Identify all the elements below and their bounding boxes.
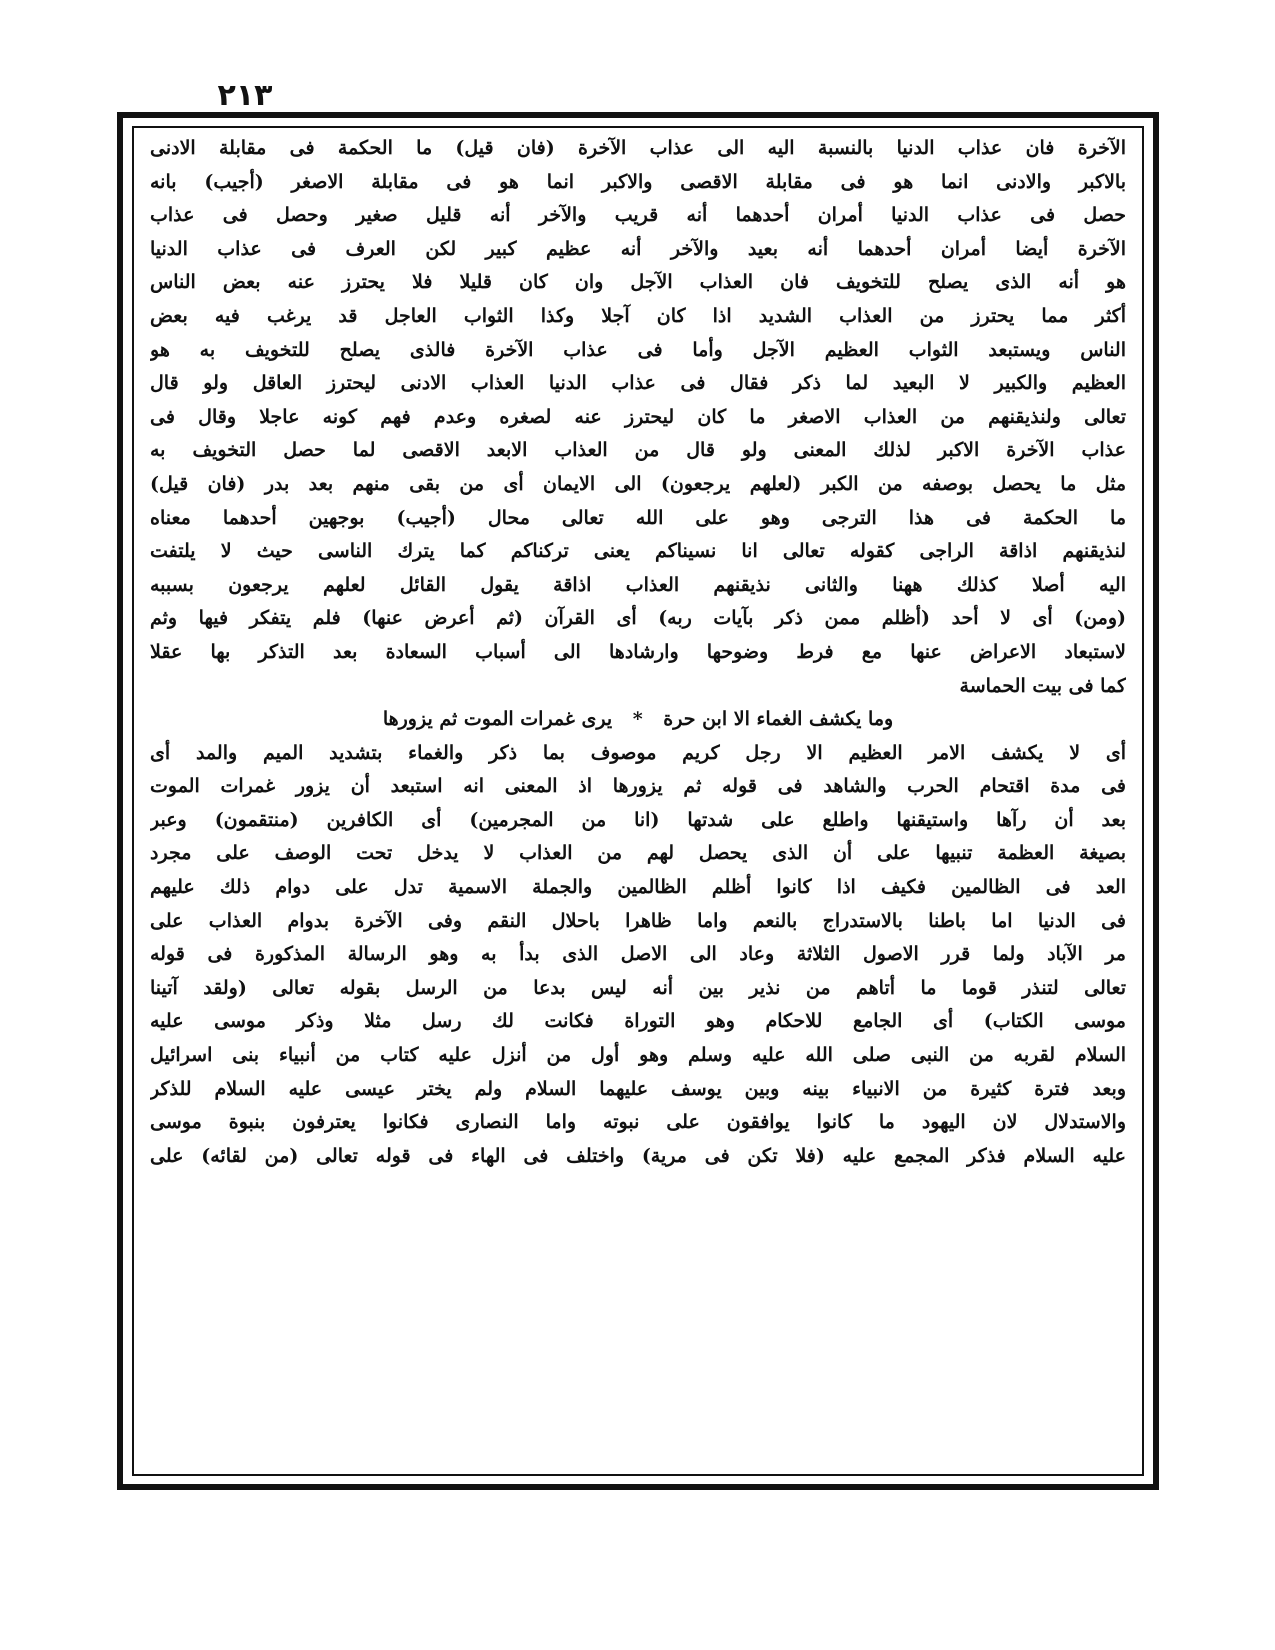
- text-line: عذاب الآخرة الاكبر لذلك المعنى ولو قال من العذاب الابعد الاقصى لما حصل التخويف به: [150, 439, 1126, 462]
- verse-first-hemistich: وما يكشف الغماء الا ابن حرة: [663, 708, 894, 731]
- text-line: مثل ما يحصل بوصفه من الكبر (لعلهم يرجعون) الى الايمان أى من بقى منهم بعد بدر (فان قيل): [150, 472, 1126, 495]
- text-line: ما الحكمة فى هذا الترجى وهو على الله تعالى محال (أجيب) بوجهين أحدهما معناه: [150, 506, 1126, 529]
- text-line: السلام لقربه من النبى صلى الله عليه وسلم وهو أول من أنزل عليه كتاب من أنبياء بنى اسرائيل: [150, 1044, 1126, 1067]
- text-line: لنذيقنهم اذاقة الراجى كقوله تعالى انا نسيناكم يعنى تركناكم كما يترك الناسى حيث لا يلتفت: [150, 540, 1126, 563]
- text-line: أكثر مما يحترز من العذاب الشديد اذا كان آجلا وكذا الثواب العاجل قد يرغب فيه بعض: [150, 304, 1126, 327]
- verse-second-hemistich: يرى غمرات الموت ثم يزورها: [382, 708, 613, 731]
- text-line: كما فى بيت الحماسة: [959, 674, 1126, 697]
- text-line: موسى الكتاب) أى الجامع للاحكام وهو التوراة فكانت لك رسل مثلا وذكر موسى عليه: [150, 1010, 1126, 1033]
- text-line: العد فى الظالمين فكيف اذا كانوا أظلم الظالمين والجملة الاسمية تدل على دوام ذلك عليهم: [150, 876, 1126, 899]
- text-line: لاستبعاد الاعراض عنها مع فرط وضوحها وارشادها الى أسباب السعادة بعد التذكر بها عقلا: [150, 640, 1126, 663]
- poetry-verse: [150, 703, 1126, 737]
- text-line: مر الآباد ولما قرر الاصول الثلاثة وعاد الى الاصل الذى بدأ به وهو الرسالة المذكورة فى قوله: [150, 943, 1126, 966]
- text-line: العظيم والكبير لا البعيد لما ذكر فقال فى عذاب الدنيا العذاب الادنى ليحترز العاقل ولو قال: [150, 372, 1126, 395]
- text-line: تعالى ولنذيقنهم من العذاب الاصغر ما كان ليحترز عنه لصغره وعدم فهم كونه عاجلا وقال فى: [150, 405, 1126, 428]
- text-line: فى الدنيا اما باطنا بالاستدراج بالنعم واما ظاهرا باحلال النقم وفى الآخرة بدوام العذاب على: [150, 909, 1126, 932]
- text-line: بصيغة العظمة تنبيها على أن الذى يحصل لهم من العذاب لا يدخل تحت الوصف على مجرد: [150, 842, 1126, 865]
- verse-separator: *: [632, 708, 643, 731]
- text-line: هو أنه الذى يصلح للتخويف فان العذاب الآجل وان كان قليلا فلا يحترز عنه بعض الناس: [150, 271, 1126, 294]
- text-line: وبعد فترة كثيرة من الانبياء بينه وبين يوسف عليهما السلام ولم يختر عيسى عليه السلام للذكر: [150, 1077, 1126, 1100]
- text-line: بعد أن رآها واستيقنها واطلع على شدتها (انا من المجرمين) أى الكافرين (منتقمون) وعبر: [150, 808, 1126, 831]
- text-line: تعالى لتنذر قوما ما أتاهم من نذير بين أنه ليس بدعا من الرسل بقوله تعالى (ولقد آتينا: [150, 976, 1126, 999]
- text-line: الآخرة أيضا أمران أحدهما أنه بعيد والآخر أنه عظيم كبير لكن العرف فى عذاب الدنيا: [150, 237, 1126, 260]
- text-line: أى لا يكشف الامر العظيم الا رجل كريم موصوف بما ذكر والغماء بتشديد الميم والمد أى: [150, 741, 1126, 764]
- text-line: والاستدلال لان اليهود ما كانوا يوافقون على نبوته واما النصارى فكانوا يعترفون بنبوة موسى: [150, 1111, 1126, 1134]
- page-number: ٢١٣: [217, 78, 273, 113]
- text-line: عليه السلام فذكر المجمع عليه (فلا تكن فى مرية) واختلف فى الهاء فى قوله تعالى (من لقائه) على: [150, 1144, 1126, 1167]
- text-line: اليه أصلا كذلك ههنا والثانى نذيقنهم العذاب اذاقة يقول القائل لعلهم يرجعون بسببه: [150, 573, 1126, 596]
- text-line: بالاكبر والادنى انما هو فى مقابلة الاقصى والاكبر انما هو فى مقابلة الاصغر (أجيب) بانه: [150, 170, 1126, 193]
- text-line: الناس ويستبعد الثواب العظيم الآجل وأما فى عذاب الآخرة فالذى يصلح للتخويف به هو: [150, 338, 1126, 361]
- text-line: حصل فى عذاب الدنيا أمران أحدهما أنه قريب والآخر أنه قليل صغير وحصل فى عذاب: [150, 204, 1126, 227]
- text-block: [150, 132, 1126, 1173]
- text-line: الآخرة فان عذاب الدنيا بالنسبة اليه الى عذاب الآخرة (فان قيل) ما الحكمة فى مقابلة الادنى: [150, 137, 1126, 159]
- text-line: فى مدة اقتحام الحرب والشاهد فى قوله ثم يزورها اذ المعنى انه استبعد أن يزور غمرات الموت: [150, 775, 1126, 798]
- text-line: (ومن) أى لا أحد (أظلم ممن ذكر بآيات ربه) أى القرآن (ثم أعرض عنها) فلم يتفكر فيها وثم: [150, 607, 1126, 630]
